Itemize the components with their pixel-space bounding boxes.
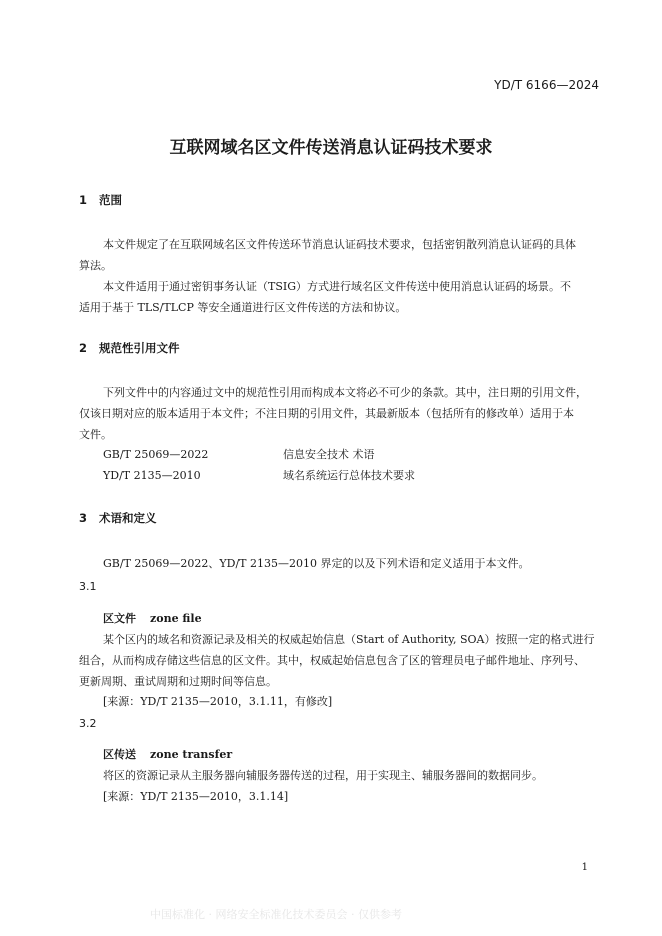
section-heading xyxy=(79,192,122,208)
term-number: 3.2 xyxy=(79,717,97,730)
term-heading xyxy=(103,746,232,762)
section-number: 3 xyxy=(79,511,88,525)
definition-line: 将区的资源记录从主服务器向辅服务器传送的过程，用于实现主、辅服务器间的数据同步。 xyxy=(103,769,543,782)
section-title: 范围 xyxy=(99,193,122,207)
paragraph-line: GB/T 25069—2022、YD/T 2135—2010 界定的以及下列术语和定义适用于本文件。 xyxy=(103,557,530,570)
reference-entry xyxy=(103,467,415,483)
paragraph-line: 文件。 xyxy=(79,428,112,441)
paragraph-line: 算法。 xyxy=(79,259,112,272)
paragraph-line: 本文件适用于通过密钥事务认证（TSIG）方式进行域名区文件传送中使用消息认证码的场景。不 xyxy=(103,280,572,293)
reference-code: GB/T 25069—2022 xyxy=(103,448,209,461)
term-source: [来源：YD/T 2135—2010，3.1.11，有修改] xyxy=(103,695,333,708)
term-number: 3.1 xyxy=(79,580,97,593)
watermark: 中国标准化 · 网络安全标准化技术委员会 · 仅供参考 xyxy=(150,908,402,921)
paragraph-line: 适用于基于 TLS/TLCP 等安全通道进行区文件传送的方法和协议。 xyxy=(79,301,407,314)
reference-entry xyxy=(103,446,375,462)
standard-code: YD/T 6166—2024 xyxy=(494,78,599,92)
term-source: [来源：YD/T 2135—2010，3.1.14] xyxy=(103,790,289,803)
term-english: zone file xyxy=(150,612,202,625)
definition-line: 组合，从而构成存储这些信息的区文件。其中，权威起始信息包含了区的管理员电子邮件地址、序列号、 xyxy=(79,654,585,667)
term-heading xyxy=(103,610,202,626)
section-heading xyxy=(79,340,180,356)
section-title: 术语和定义 xyxy=(99,511,157,525)
paragraph-line: 本文件规定了在互联网域名区文件传送环节消息认证码技术要求，包括密钥散列消息认证码的具体 xyxy=(103,238,576,251)
term-chinese: 区文件 xyxy=(103,612,136,625)
section-number: 2 xyxy=(79,341,88,355)
term-english: zone transfer xyxy=(150,748,233,761)
reference-name: 信息安全技术 术语 xyxy=(283,448,375,461)
section-heading xyxy=(79,510,157,526)
section-number: 1 xyxy=(79,193,88,207)
term-chinese: 区传送 xyxy=(103,748,136,761)
reference-code: YD/T 2135—2010 xyxy=(103,469,201,482)
document-title: 互联网域名区文件传送消息认证码技术要求 xyxy=(169,138,493,158)
definition-line: 更新周期、重试周期和过期时间等信息。 xyxy=(79,675,277,688)
definition-line: 某个区内的域名和资源记录及相关的权威起始信息（Start of Authority, SOA）按照一定的格式进行 xyxy=(103,633,595,646)
paragraph-line: 下列文件中的内容通过文中的规范性引用而构成本文将必不可少的条款。其中，注日期的引用文件， xyxy=(103,386,587,399)
section-title: 规范性引用文件 xyxy=(99,341,180,355)
paragraph-line: 仅该日期对应的版本适用于本文件；不注日期的引用文件，其最新版本（包括所有的修改单）适用于本 xyxy=(79,407,574,420)
page-number: 1 xyxy=(581,862,588,873)
reference-name: 域名系统运行总体技术要求 xyxy=(283,469,415,482)
